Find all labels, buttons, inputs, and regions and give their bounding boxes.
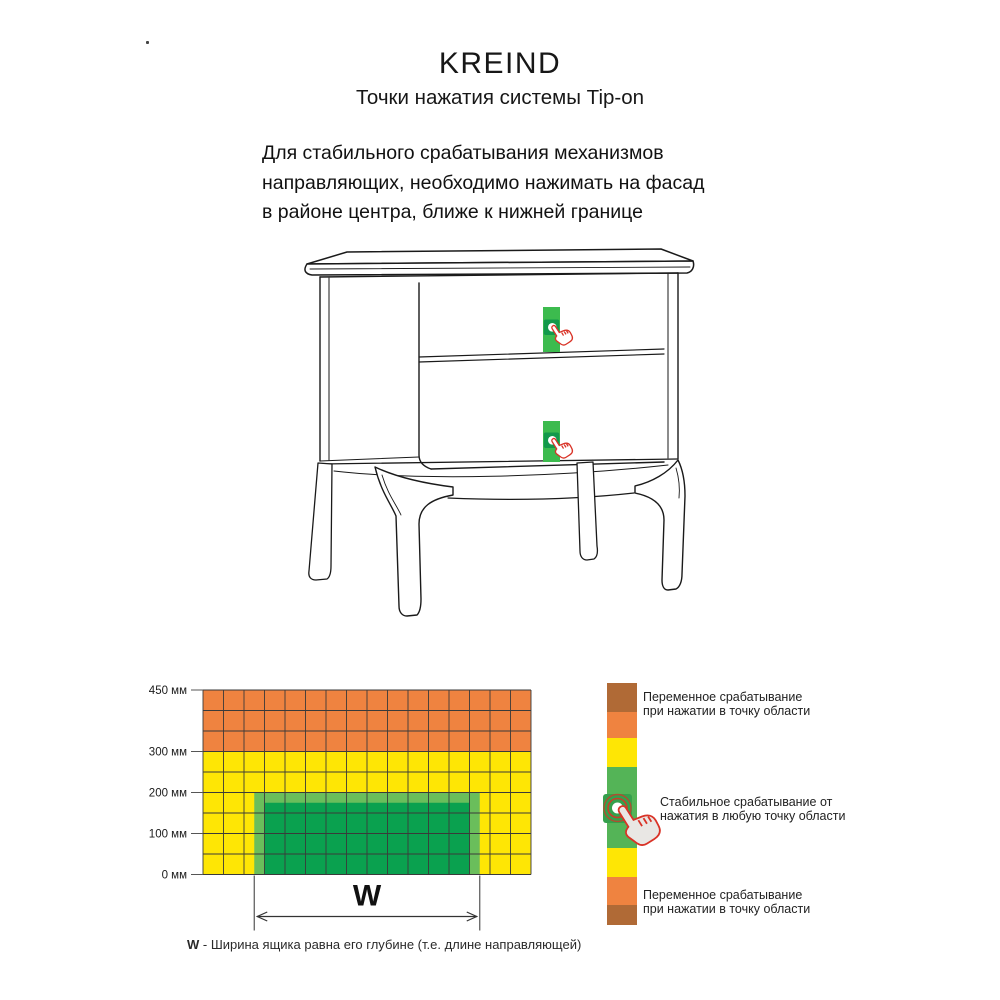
artifact-dot <box>146 41 149 44</box>
y-axis-tick-label: 0 мм <box>161 869 187 882</box>
intro-line: в районе центра, ближе к нижней границе <box>262 201 643 223</box>
y-axis-tick-label: 300 мм <box>148 746 187 759</box>
legend-swatch-orange <box>607 877 637 905</box>
y-axis-tick-label: 100 мм <box>148 828 187 841</box>
intro-line: направляющих, необходимо нажимать на фасад <box>262 171 705 194</box>
page-title: KREIND <box>438 47 562 80</box>
page-subtitle: Точки нажатия системы Tip-on <box>355 86 645 109</box>
caption-text: - Ширина ящика равна его глубине (т.е. длине направляющей) <box>199 937 582 952</box>
press-point-top-drawer <box>543 307 574 352</box>
back-left-leg <box>309 463 332 580</box>
front-left-leg <box>375 467 453 616</box>
legend-entry: Стабильное срабатывание от нажатия в любую точку области <box>660 795 846 823</box>
intro-line: Для стабильного срабатывания механизмов <box>262 142 664 164</box>
front-right-leg <box>635 460 685 590</box>
legend-swatch-brown <box>607 905 637 925</box>
stable-press-hand-icon <box>588 778 678 868</box>
legend-entry: Переменное срабатывание при нажатии в точку области <box>643 888 811 916</box>
legend-swatch-brown <box>607 683 637 712</box>
nightstand-legs <box>309 460 685 616</box>
chart-caption <box>187 937 581 952</box>
intro-paragraph <box>262 139 705 228</box>
nightstand-top <box>305 249 694 275</box>
nightstand-base <box>322 459 677 499</box>
y-axis-tick-label: 450 мм <box>148 685 187 697</box>
dimension-label: W <box>352 879 382 913</box>
legend-swatch-orange <box>607 712 637 738</box>
press-zone-chart <box>130 665 600 965</box>
y-axis-tick-label: 200 мм <box>148 787 187 800</box>
caption-w: W <box>187 937 200 952</box>
back-right-leg <box>577 462 597 560</box>
legend-entry: Переменное срабатывание при нажатии в точку области <box>643 690 811 718</box>
legend-swatch-yellow <box>607 738 637 767</box>
drawer-separator <box>419 349 664 362</box>
nightstand-body <box>320 273 678 469</box>
nightstand-illustration <box>235 235 745 635</box>
press-point-bottom-drawer <box>543 421 574 462</box>
